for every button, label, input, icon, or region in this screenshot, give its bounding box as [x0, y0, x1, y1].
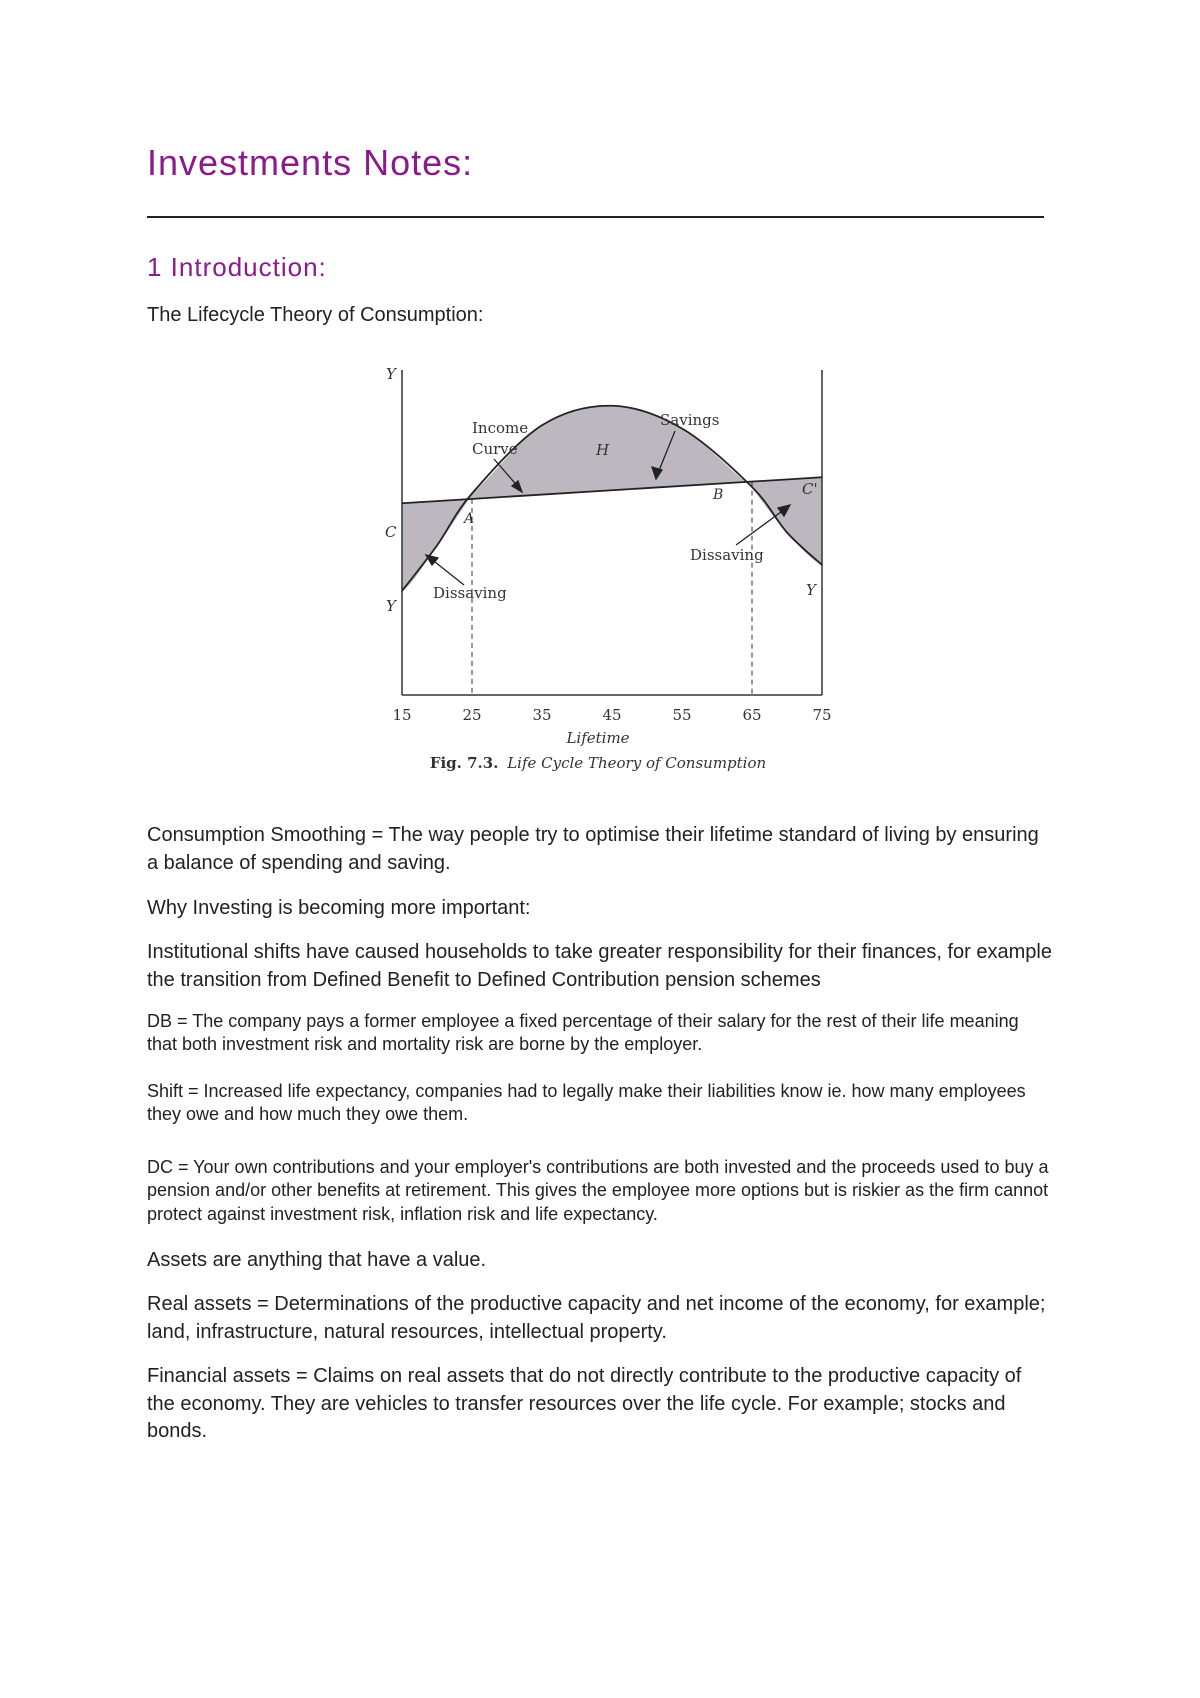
- y-right-label: Y: [806, 581, 816, 599]
- dissaving-right-arrow: [736, 509, 785, 545]
- section-heading: 1 Introduction:: [147, 252, 327, 282]
- consumption-smoothing-paragraph: Consumption Smoothing = The way people try to optimise their lifetime standard of living by ensuring a balance of spending and saving.: [147, 824, 1039, 874]
- point-h-label: H: [596, 441, 610, 459]
- dissaving-right-label: Dissaving: [690, 546, 764, 564]
- point-a-label: A: [464, 511, 475, 527]
- y-axis-label: Y: [386, 365, 396, 383]
- y-lower-left-label: Y: [386, 597, 396, 615]
- db-paragraph: DB = The company pays a former employee a fixed percentage of their salary for the rest of their life meaning that both investment risk and mortality risk are borne by the employer.: [147, 1011, 1019, 1055]
- x-tick-label: 35: [532, 706, 552, 724]
- assets-paragraph: Assets are anything that have a value.: [147, 1249, 487, 1271]
- chart-caption: [430, 754, 766, 772]
- savings-label: Savings: [660, 411, 720, 429]
- caption-prefix: Fig. 7.3.: [429, 754, 499, 772]
- dc-paragraph: DC = Your own contributions and your employer's contributions are both invested and the proceeds used to buy a pension and/or other benefits at retirement. This gives the employee more options but is riskier as the firm cannot protect against investment risk, inflation risk and life expectancy.: [147, 1157, 1049, 1224]
- real-assets-paragraph: Real assets = Determinations of the productive capacity and net income of the economy, for example; land, infrastructure, natural resources, intellectual property.: [147, 1293, 1046, 1343]
- income-curve-label-line2: Curve: [472, 440, 518, 458]
- x-tick-label: 55: [672, 706, 692, 724]
- page-title: Investments Notes:: [147, 142, 474, 183]
- financial-assets-paragraph: Financial assets = Claims on real assets that do not directly contribute to the productive capacity of the economy. They are vehicles to transfer resources over the life cycle. For example; stocks and bonds.: [147, 1365, 1022, 1443]
- x-tick-label: 75: [812, 706, 832, 724]
- shift-paragraph: Shift = Increased life expectancy, companies had to legally make their liabilities know ie. how many employees they owe and how much they owe them.: [147, 1081, 1026, 1125]
- point-c-label: C: [385, 523, 397, 541]
- x-tick-label: 45: [602, 706, 622, 724]
- figure-intro-text: The Lifecycle Theory of Consumption:: [147, 304, 484, 326]
- x-tick-label: 65: [742, 706, 762, 724]
- x-tick-label: 25: [462, 706, 482, 724]
- point-c-prime-label: C': [802, 480, 818, 498]
- lifecycle-chart-svg: [360, 355, 840, 785]
- x-axis-label: Lifetime: [566, 729, 630, 747]
- point-b-label: B: [713, 487, 724, 503]
- why-investing-paragraph: Why Investing is becoming more important:: [147, 897, 531, 919]
- caption-text: Life Cycle Theory of Consumption: [507, 754, 767, 772]
- lifecycle-chart: [360, 355, 840, 785]
- dissaving-left-label: Dissaving: [433, 584, 507, 602]
- institutional-shifts-paragraph: Institutional shifts have caused households to take greater responsibility for their finances, for example the transition from Defined Benefit to Defined Contribution pension schemes: [147, 941, 1052, 991]
- income-curve-label-line1: Income: [472, 419, 529, 437]
- x-tick-label: 15: [392, 706, 412, 724]
- title-divider: [147, 216, 1044, 218]
